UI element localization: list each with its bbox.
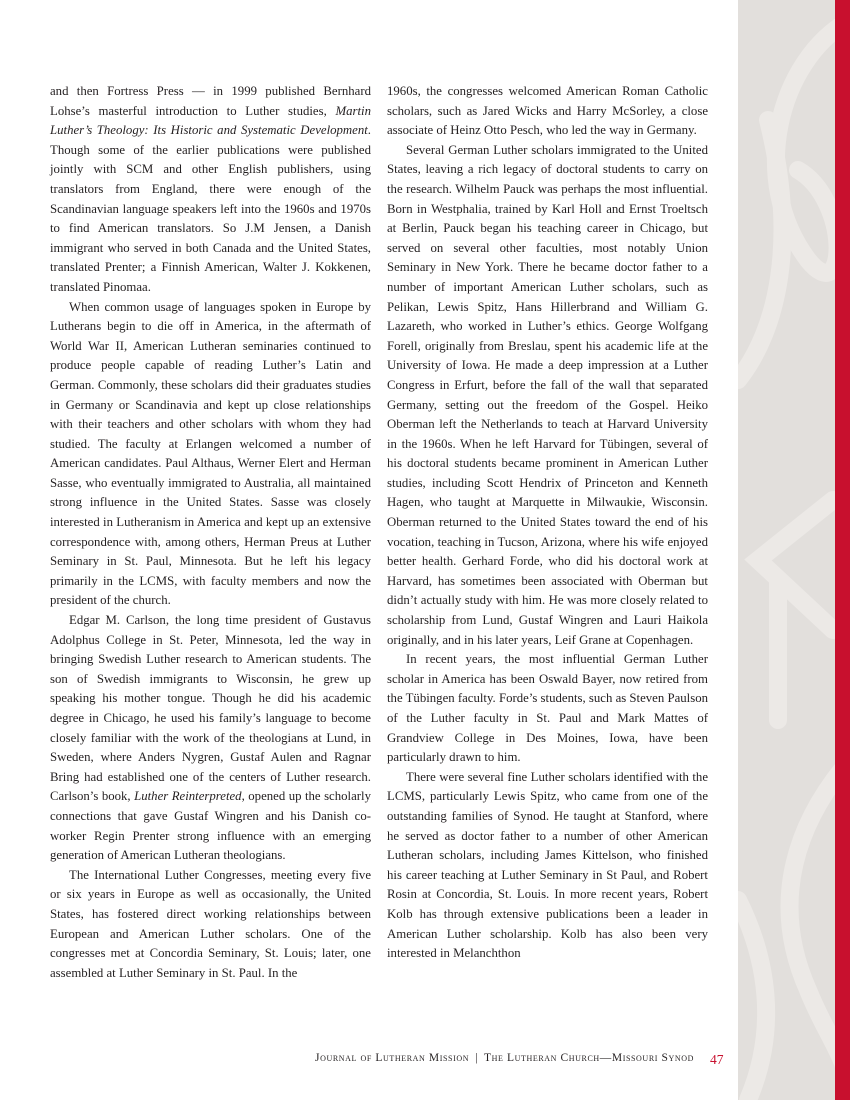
paragraph: Several German Luther scholars immigrated to the United States, leaving a rich legacy of doctoral students to carry on the research. Wilhelm Pauck was perhaps the most influential. Born in Westphalia, trained by Karl Holl and Ernst Troeltsch at Berlin, Pauck began his teaching career in Chicago, but served on several other faculties, most notably Union Seminary in New York. There he became doctor father to a number of important American Luther scholars, such as Pelikan, Lewis Spitz, Hans Hillerbrand and William G. Lazareth, who worked in Luther’s ethics. George Wolfgang Forell, originally from Breslau, spent his academic life at the University of Iowa. He made a deep impression at a Luther Congress in Erfurt, before the fall of the wall that separated Germany, setting out the freedom of the Gospel. Heiko Oberman left the Netherlands to teach at Harvard University in the 1960s. When he left Harvard for Tübingen, several of his doctoral students became prominent in American Luther studies, including Scott Hendrix of Princeton and Kenneth Hagen, who taught at Marquette in Milwaukie, Wisconsin. Oberman returned to the United States toward the end of his vocation, teaching in Tucson, Arizona, where his wife enjoyed better health. Gerhard Forde, who did his doctoral work at Harvard, has sometimes been associated with Oberman but didn’t actually study with him. He was more closely related to scholarship from Lund, Gustaf Wingren and Lauri Haikola originally, and in his later years, Leif Grane at Copenhagen. [387,142,708,647]
text-run: . Though some of the earlier publications were published jointly with SCM and other English publishers, using translators from England, there were enough of the Scandinavian language speakers left into the 1960s and 1970s to find American translators. So J.M Jensen, a Danish immigrant who served in both Canada and the United States, translated Prenter; a Finnish American, Walter J. Kokkenen, translated Pinomaa. [50,123,371,294]
paragraph: There were several fine Luther scholars identified with the LCMS, particularly Lewis Spitz, who came from one of the outstanding families of Synod. He taught at Stanford, where he served as doctor father to a number of other American Lutheran scholars, including James Kittelson, who finished his career teaching at Luther Seminary in St Paul, and Robert Rosin at Concordia, St. Louis. In more recent years, Robert Kolb has through extensive publications been a leader in American Luther scholarship. Kolb has also been very interested in Melanchthon [387,769,708,961]
text-run: Edgar M. Carlson, the long time president of Gustavus Adolphus College in St. Peter, Minnesota, led the way in bringing Swedish Luther research to American students. The son of Swedish immigrants to Wisconsin, he grew up speaking his mother tongue. Though he did his academic degree in Chicago, he used his family’s language to become closely familiar with the work of the theologians at Lund, in Sweden, where Anders Nygren, Gustaf Aulen and Ragnar Bring had established one of the centers of Luther research. Carlson’s book, [50,613,371,804]
paragraph: The International Luther Congresses, meeting every five or six years in Europe as well as occasionally, the United States, has fostered direct working relationships between European and American Luther scholars. One of the congresses met at Concordia Seminary, St. Louis; later, one assembled at Luther Seminary in St. Paul. In the [50,867,371,980]
right-column [387,82,708,964]
left-column [50,82,371,983]
accent-red-bar [835,0,850,1100]
footer-separator: | [475,1052,479,1064]
running-footer [0,1052,694,1064]
text-run: , opened up the scholarly connections that gave Gustaf Wingren and his Danish co-worker Regin Prenter strong influence with an emerging generation of American Lutheran theologians. [50,789,371,863]
watermark-ornament [738,0,850,1100]
text-run: and then Fortress Press — in 1999 published Bernhard Lohse’s masterful introduction to Luther studies, [50,84,371,118]
publisher-name: The Lutheran Church—Missouri Synod [484,1052,694,1064]
paragraph [50,611,371,866]
paragraph: In recent years, the most influential German Luther scholar in America has been Oswald Bayer, now retired from the Tübingen faculty. Forde’s students, such as Steven Paulson of the Luther faculty in St. Paul and Mark Mattes of Grandview College in Des Moines, Iowa, have been particularly drawn to him. [387,652,708,765]
paragraph: When common usage of languages spoken in Europe by Lutherans begin to die off in America, in the aftermath of World War II, American Lutheran seminaries continued to produce people capable of reading Luther’s Latin and German. Commonly, these scholars did their graduates studies in Germany or Scandinavia and kept up close relationships with their teachers and other scholars with whom they had studied. The faculty at Erlangen welcomed a number of American candidates. Paul Althaus, Werner Elert and Herman Sasse, who eventually immigrated to Australia, all maintained strong influence in the United States. Sasse was closely interested in Lutheranism in America and kept up an extensive correspondence with, among others, Herman Preus at Luther Seminary in St. Paul, Minnesota. But he left his legacy primarily in the LCMS, with faculty members and now the president of the church. [50,299,371,608]
decorative-side-panel [738,0,850,1100]
page-number: 47 [710,1052,724,1067]
book-title: Luther Reinterpreted [134,789,242,804]
journal-name: Journal of Lutheran Mission [315,1052,470,1064]
book-title: Martin Luther’s Theology: Its Historic and Systematic Development [50,103,371,138]
paragraph: 1960s, the congresses welcomed American Roman Catholic scholars, such as Jared Wicks and Harry McSorley, a close associate of Heinz Otto Pesch, who led the way in Germany. [387,84,708,138]
paragraph [50,82,371,298]
